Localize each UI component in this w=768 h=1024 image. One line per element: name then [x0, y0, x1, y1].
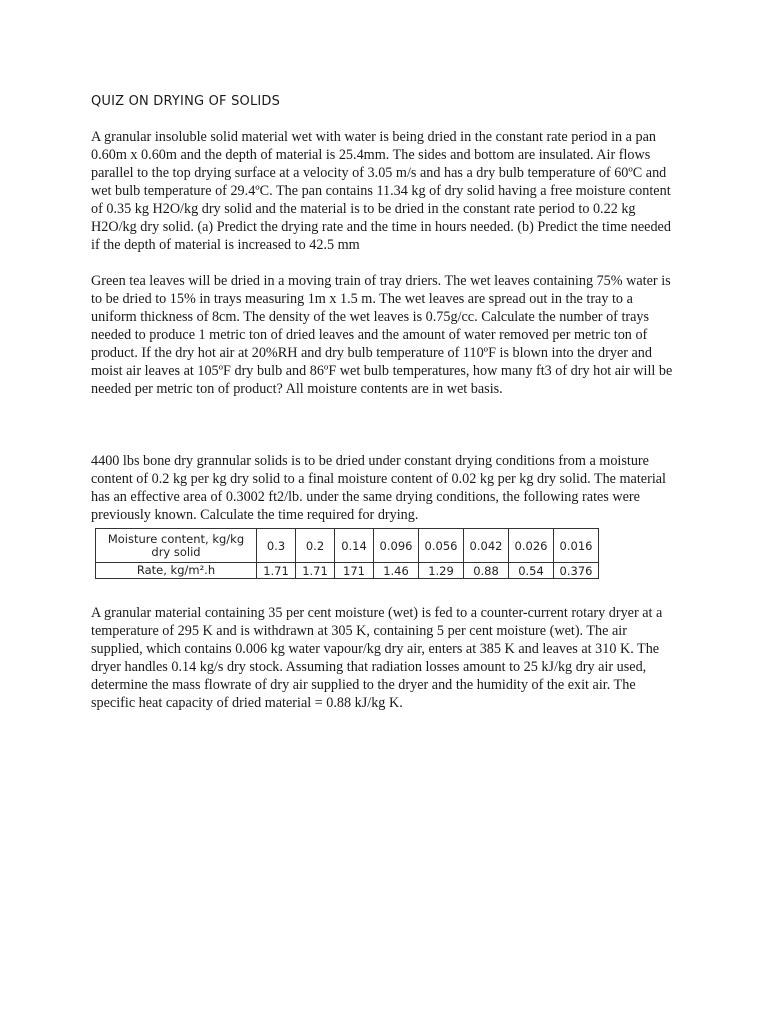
- rate-cell: 0.88: [464, 563, 509, 579]
- moisture-cell: 0.096: [374, 529, 419, 563]
- moisture-cell: 0.056: [419, 529, 464, 563]
- rate-cell: 1.46: [374, 563, 419, 579]
- moisture-cell: 0.016: [554, 529, 599, 563]
- rate-cell: 0.54: [509, 563, 554, 579]
- problem-2-text: Green tea leaves will be dried in a moving train of tray driers. The wet leaves containing 75% water is to be dried to 15% in trays measuring 1m x 1.5 m. The wet leaves are spread out in the tray to a uniform thickness of 8cm. The density of the wet leaves is 0.75g/cc. Calculate the number of trays needed to produce 1 metric ton of dried leaves and the amount of water removed per metric ton of product. If the dry hot air at 20%RH and dry bulb temperature of 110ºF is blown into the dryer and moist air leaves at 105ºF dry bulb and 86ºF wet bulb temperatures, how many ft3 of dry hot air will be needed per metric ton of product? All moisture contents are in wet basis.: [91, 273, 673, 397]
- problem-3-text: 4400 lbs bone dry grannular solids is to be dried under constant drying conditions from a moisture content of 0.2 kg per kg dry solid to a final moisture content of 0.02 kg per kg dry solid. The material has an effective area of 0.3002 ft2/lb. under the same drying conditions, the following rates were previously known. Calculate the time required for drying.: [91, 453, 666, 523]
- moisture-cell: 0.042: [464, 529, 509, 563]
- moisture-cell: 0.3: [257, 529, 296, 563]
- drying-rate-table: [95, 528, 599, 579]
- moisture-cell: 0.14: [335, 529, 374, 563]
- rate-header-cell: Rate, kg/m².h: [96, 563, 257, 579]
- rate-cell: 1.71: [257, 563, 296, 579]
- rate-row: [96, 563, 599, 579]
- moisture-cell: 0.026: [509, 529, 554, 563]
- quiz-title: QUIZ ON DRYING OF SOLIDS: [91, 94, 281, 109]
- rate-cell: 171: [335, 563, 374, 579]
- moisture-row: [96, 529, 599, 563]
- problem-4-text: A granular material containing 35 per cent moisture (wet) is fed to a counter-current rotary dryer at a temperature of 295 K and is withdrawn at 305 K, containing 5 per cent moisture (wet). The air supplied, which contains 0.006 kg water vapour/kg dry air, enters at 385 K and leaves at 310 K. The dryer handles 0.14 kg/s dry stock. Assuming that radiation losses amount to 25 kJ/kg dry air used, determine the mass flowrate of dry air supplied to the dryer and the humidity of the exit air. The specific heat capacity of dried material = 0.88 kJ/kg K.: [91, 605, 663, 711]
- moisture-header-cell: Moisture content, kg/kg dry solid: [96, 529, 257, 563]
- rate-cell: 0.376: [554, 563, 599, 579]
- rate-cell: 1.71: [296, 563, 335, 579]
- moisture-cell: 0.2: [296, 529, 335, 563]
- rate-cell: 1.29: [419, 563, 464, 579]
- problem-1-text: A granular insoluble solid material wet with water is being dried in the constant rate period in a pan 0.60m x 0.60m and the depth of material is 25.4mm. The sides and bottom are insulated. Air flows parallel to the top drying surface at a velocity of 3.05 m/s and has a dry bulb temperature of 60ºC and wet bulb temperature of 29.4ºC. The pan contains 11.34 kg of dry solid having a free moisture content of 0.35 kg H2O/kg dry solid and the material is to be dried in the constant rate period to 0.22 kg H2O/kg dry solid. (a) Predict the drying rate and the time in hours needed. (b) Predict the time needed if the depth of material is increased to 42.5 mm: [91, 129, 671, 253]
